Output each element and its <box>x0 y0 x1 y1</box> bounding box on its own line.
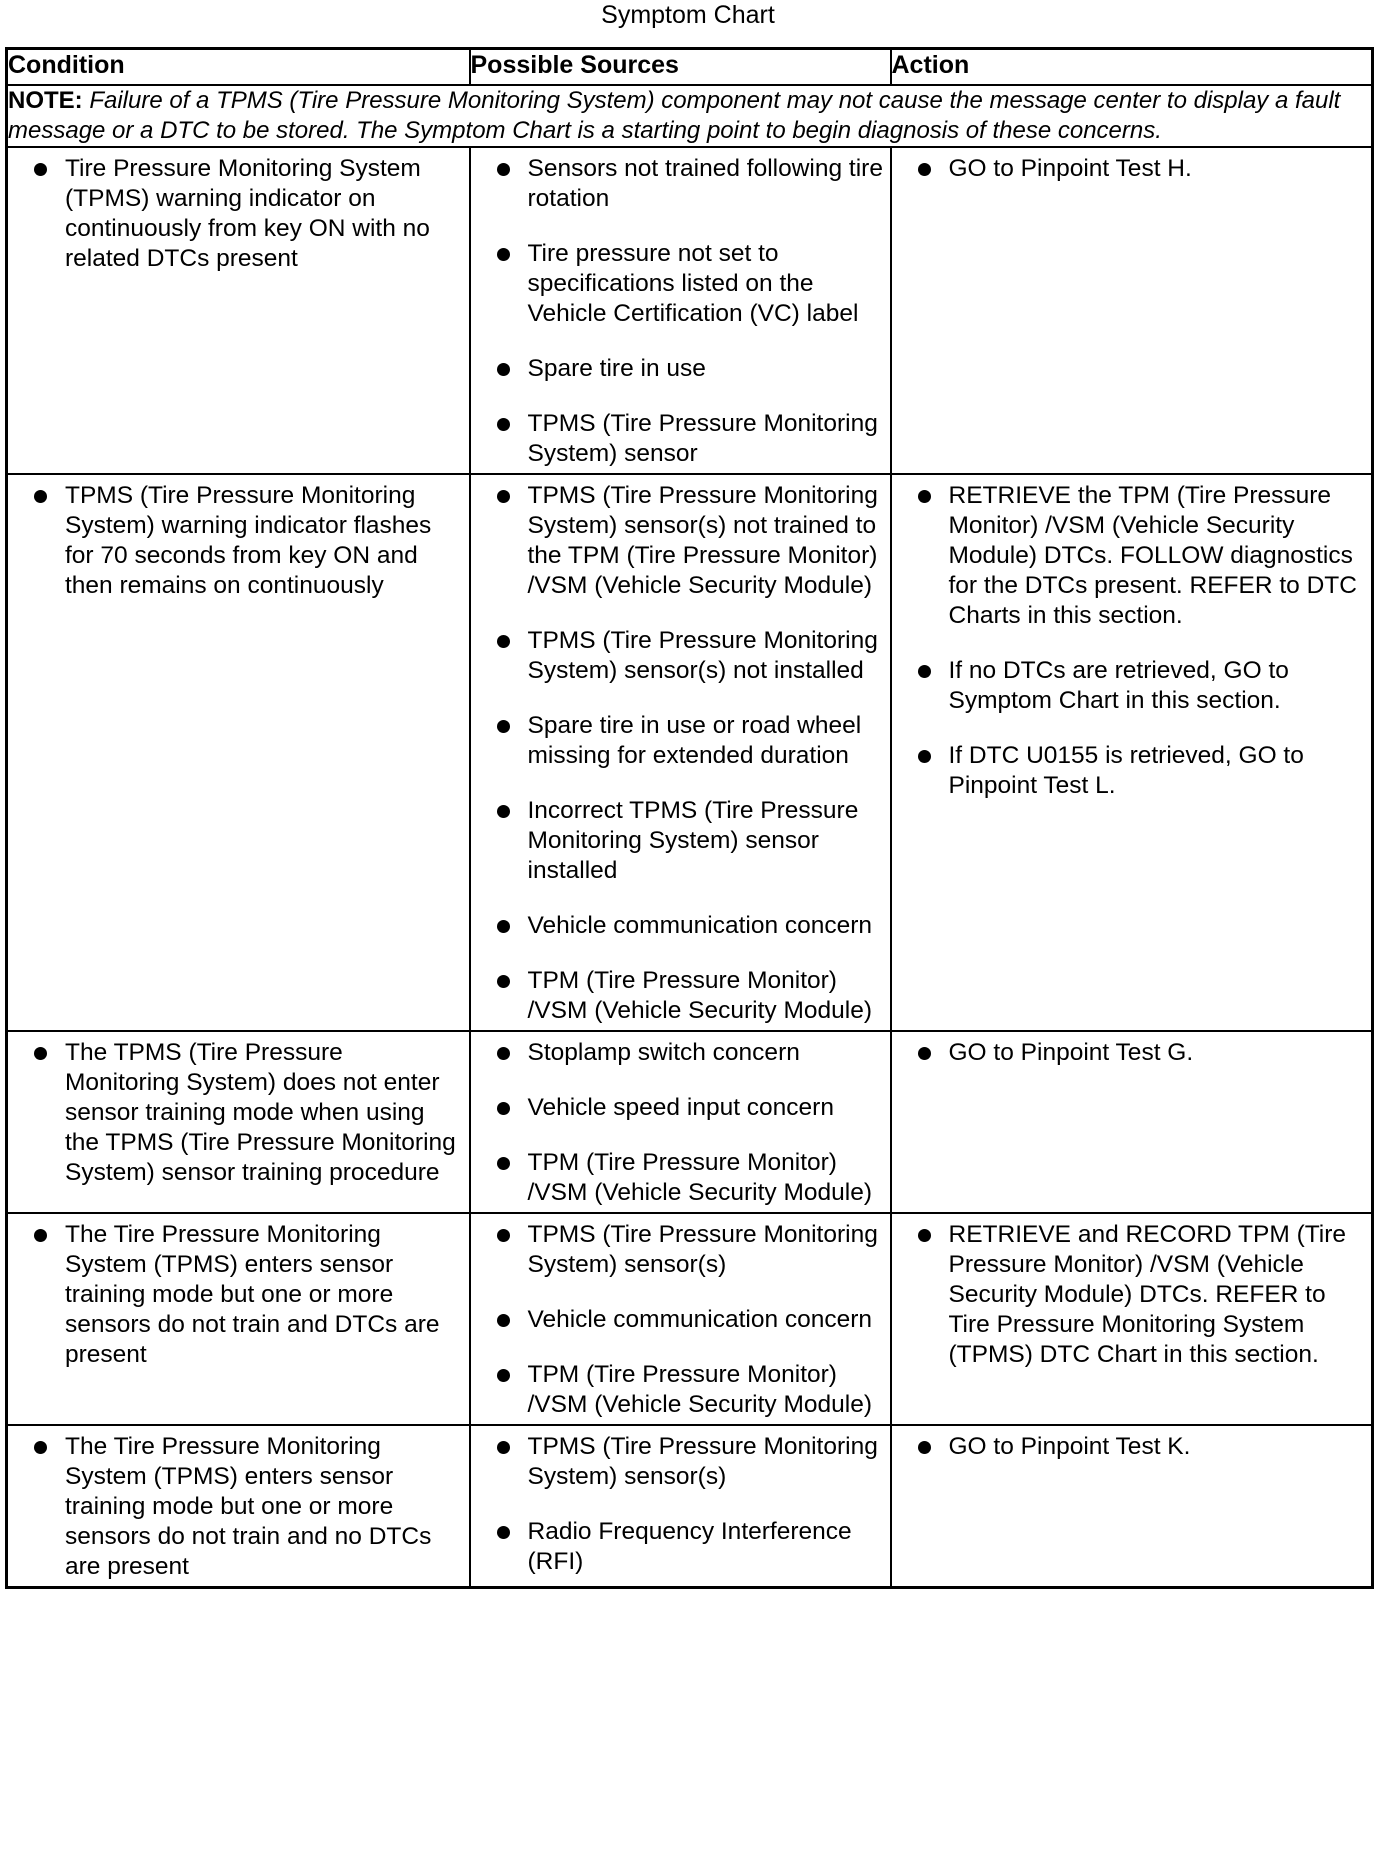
list-item <box>471 1220 884 1280</box>
action-cell-list <box>892 1032 1372 1072</box>
bullet-icon <box>497 1441 510 1454</box>
action-cell <box>891 1031 1373 1213</box>
condition-cell-list <box>8 1426 469 1586</box>
note-cell <box>7 85 1373 147</box>
bullet-icon <box>497 163 510 176</box>
list-item-text: GO to Pinpoint Test G. <box>948 1039 1194 1066</box>
condition-cell <box>7 1213 470 1425</box>
list-item <box>8 1038 463 1188</box>
bullet-icon <box>34 1229 47 1242</box>
list-item <box>471 409 884 469</box>
bullet-icon <box>918 1441 931 1454</box>
bullet-icon <box>497 1102 510 1115</box>
note-text: Failure of a TPMS (Tire Pressure Monitoring System) component may not cause the message center to display a fault message or a DTC to be stored. The Symptom Chart is a starting point to begin diagnosis of these concerns. <box>8 87 1341 144</box>
list-item <box>471 481 884 601</box>
condition-cell-list <box>8 1032 469 1192</box>
list-item <box>471 1360 884 1420</box>
bullet-icon <box>497 920 510 933</box>
header-row <box>7 49 1373 86</box>
list-item <box>471 966 884 1026</box>
bullet-icon <box>497 975 510 988</box>
list-item <box>892 1038 1366 1068</box>
possible-sources-cell <box>470 1213 891 1425</box>
note-label: NOTE: <box>8 87 83 114</box>
list-item <box>471 1038 884 1068</box>
condition-cell-list <box>8 1214 469 1374</box>
action-cell-list <box>892 148 1372 188</box>
list-item <box>471 239 884 329</box>
list-item <box>471 626 884 686</box>
bullet-icon <box>497 418 510 431</box>
bullet-icon <box>497 720 510 733</box>
list-item-text: Incorrect TPMS (Tire Pressure Monitoring System) sensor installed <box>527 797 859 884</box>
bullet-icon <box>497 1369 510 1382</box>
list-item-text: Tire pressure not set to specifications listed on the Vehicle Certification (VC) label <box>527 240 859 327</box>
list-item <box>8 1432 463 1582</box>
list-item <box>892 741 1366 801</box>
condition-cell <box>7 1425 470 1588</box>
condition-cell-list <box>8 148 469 278</box>
list-item-text: Stoplamp switch concern <box>527 1039 800 1066</box>
bullet-icon <box>497 248 510 261</box>
list-item-text: Vehicle communication concern <box>527 912 873 939</box>
list-item-text: GO to Pinpoint Test K. <box>948 1433 1191 1460</box>
action-cell <box>891 474 1373 1031</box>
bullet-icon <box>918 163 931 176</box>
table-row <box>7 1213 1373 1425</box>
list-item <box>471 354 884 384</box>
action-cell <box>891 1213 1373 1425</box>
list-item-text: TPMS (Tire Pressure Monitoring System) sensor(s) <box>527 1221 878 1278</box>
bullet-icon <box>497 1157 510 1170</box>
list-item <box>892 481 1366 631</box>
symptom-chart-table <box>5 47 1374 1589</box>
table-row <box>7 147 1373 474</box>
list-item <box>8 1220 463 1370</box>
bullet-icon <box>918 665 931 678</box>
table-row <box>7 474 1373 1031</box>
possible-sources-cell <box>470 474 891 1031</box>
possible-sources-cell <box>470 1031 891 1213</box>
list-item-text: GO to Pinpoint Test H. <box>948 155 1192 182</box>
condition-cell <box>7 147 470 474</box>
bullet-icon <box>497 805 510 818</box>
list-item-text: Sensors not trained following tire rotation <box>527 155 883 212</box>
possible-sources-cell <box>470 1425 891 1588</box>
header-condition: Condition <box>7 49 470 86</box>
list-item <box>8 481 463 601</box>
action-cell-list <box>892 1214 1372 1374</box>
list-item-text: TPMS (Tire Pressure Monitoring System) sensor(s) not installed <box>527 627 878 684</box>
bullet-icon <box>497 635 510 648</box>
list-item <box>892 1432 1366 1462</box>
bullet-icon <box>918 490 931 503</box>
bullet-icon <box>497 363 510 376</box>
list-item-text: Tire Pressure Monitoring System (TPMS) warning indicator on continuously from key ON with no related DTCs present <box>65 155 430 272</box>
action-cell-list <box>892 475 1372 805</box>
list-item <box>471 1305 884 1335</box>
list-item-text: Spare tire in use or road wheel missing for extended duration <box>527 712 862 769</box>
list-item-text: The Tire Pressure Monitoring System (TPMS) enters sensor training mode but one or more sensors do not train and no DTCs are present <box>65 1433 432 1580</box>
condition-cell-list <box>8 475 469 605</box>
list-item-text: The TPMS (Tire Pressure Monitoring System) does not enter sensor training mode when using the TPMS (Tire Pressure Monitoring System) sensor training procedure <box>65 1039 456 1186</box>
list-item <box>892 1220 1366 1370</box>
condition-cell <box>7 1031 470 1213</box>
possible-sources-cell-list <box>471 1214 890 1424</box>
action-cell-list <box>892 1426 1372 1466</box>
possible-sources-cell <box>470 147 891 474</box>
bullet-icon <box>918 1229 931 1242</box>
list-item-text: If DTC U0155 is retrieved, GO to Pinpoint Test L. <box>948 742 1304 799</box>
header-action: Action <box>891 49 1373 86</box>
list-item <box>8 154 463 274</box>
table-row <box>7 1031 1373 1213</box>
bullet-icon <box>497 490 510 503</box>
action-cell <box>891 1425 1373 1588</box>
header-possible-sources: Possible Sources <box>470 49 891 86</box>
page-title: Symptom Chart <box>601 1 775 29</box>
list-item-text: TPMS (Tire Pressure Monitoring System) warning indicator flashes for 70 seconds from key ON and then remains on continuously <box>65 482 432 599</box>
list-item <box>892 656 1366 716</box>
bullet-icon <box>34 163 47 176</box>
list-item-text: Vehicle communication concern <box>527 1306 873 1333</box>
condition-cell <box>7 474 470 1031</box>
possible-sources-cell-list <box>471 1032 890 1212</box>
bullet-icon <box>497 1229 510 1242</box>
list-item <box>471 1148 884 1208</box>
table-body <box>7 85 1373 1588</box>
possible-sources-cell-list <box>471 1426 890 1581</box>
list-item-text: TPMS (Tire Pressure Monitoring System) sensor <box>527 410 878 467</box>
possible-sources-cell-list <box>471 148 890 473</box>
bullet-icon <box>918 750 931 763</box>
bullet-icon <box>497 1526 510 1539</box>
list-item-text: Spare tire in use <box>527 355 706 382</box>
list-item-text: TPM (Tire Pressure Monitor) /VSM (Vehicle Security Module) <box>527 1149 872 1206</box>
list-item <box>471 1093 884 1123</box>
bullet-icon <box>34 1441 47 1454</box>
list-item-text: TPMS (Tire Pressure Monitoring System) sensor(s) not trained to the TPM (Tire Pressure Monitor) /VSM (Vehicle Security Module) <box>527 482 878 599</box>
list-item <box>471 711 884 771</box>
table-row <box>7 1425 1373 1588</box>
list-item <box>471 154 884 214</box>
list-item-text: Radio Frequency Interference (RFI) <box>527 1518 852 1575</box>
list-item-text: TPMS (Tire Pressure Monitoring System) sensor(s) <box>527 1433 878 1490</box>
bullet-icon <box>34 490 47 503</box>
bullet-icon <box>497 1047 510 1060</box>
bullet-icon <box>497 1314 510 1327</box>
list-item-text: TPM (Tire Pressure Monitor) /VSM (Vehicle Security Module) <box>527 967 872 1024</box>
list-item <box>471 911 884 941</box>
action-cell <box>891 147 1373 474</box>
list-item-text: TPM (Tire Pressure Monitor) /VSM (Vehicle Security Module) <box>527 1361 872 1418</box>
bullet-icon <box>34 1047 47 1060</box>
list-item <box>471 1517 884 1577</box>
list-item-text: RETRIEVE the TPM (Tire Pressure Monitor) /VSM (Vehicle Security Module) DTCs. FOLLOW diagnostics for the DTCs present. REFER to DTC Charts in this section. <box>948 482 1357 629</box>
bullet-icon <box>918 1047 931 1060</box>
possible-sources-cell-list <box>471 475 890 1030</box>
list-item <box>892 154 1366 184</box>
list-item <box>471 1432 884 1492</box>
note-row <box>7 85 1373 147</box>
list-item <box>471 796 884 886</box>
list-item-text: If no DTCs are retrieved, GO to Symptom Chart in this section. <box>948 657 1289 714</box>
list-item-text: RETRIEVE and RECORD TPM (Tire Pressure Monitor) /VSM (Vehicle Security Module) DTCs. REFER to Tire Pressure Monitoring System (TPMS) DTC Chart in this section. <box>948 1221 1347 1368</box>
list-item-text: The Tire Pressure Monitoring System (TPMS) enters sensor training mode but one or more sensors do not train and DTCs are present <box>65 1221 440 1368</box>
list-item-text: Vehicle speed input concern <box>527 1094 834 1121</box>
